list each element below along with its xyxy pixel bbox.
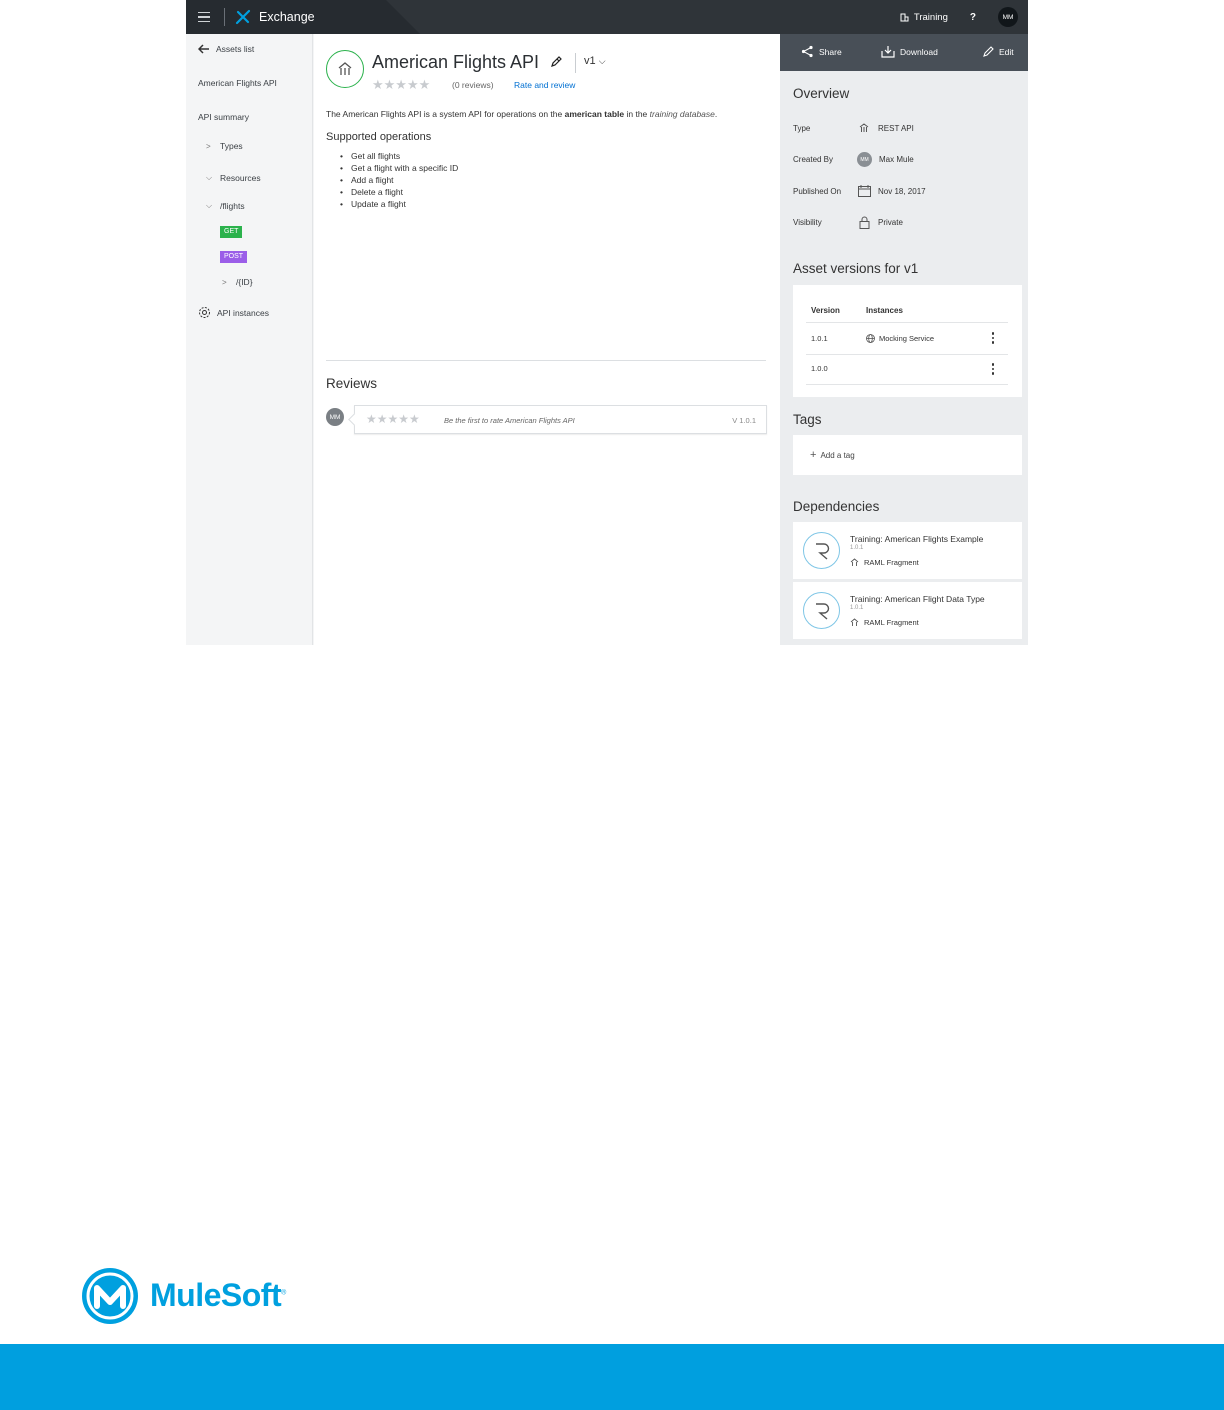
asset-main-content	[314, 34, 780, 645]
globe-icon	[866, 334, 875, 343]
overview-created-row: Created By MM Max Mule	[793, 152, 914, 167]
add-tag-label: Add a tag	[820, 450, 855, 460]
exchange-brand[interactable]	[235, 9, 315, 25]
training-org-switcher[interactable]	[900, 12, 948, 23]
dependency-type: RAML Fragment	[850, 618, 919, 627]
user-avatar[interactable]: MM	[998, 7, 1018, 27]
sidebar-flights-label: /flights	[220, 201, 245, 211]
sidebar-item-flight-id[interactable]	[222, 277, 253, 287]
creator-avatar: MM	[857, 152, 872, 167]
chevron-down-icon: ⌵	[206, 173, 213, 182]
overview-type-row: Type REST API	[793, 121, 914, 135]
dependency-type: RAML Fragment	[850, 558, 919, 567]
sidebar-item-api-instances[interactable]	[198, 306, 269, 319]
column-header-version: Version	[811, 306, 840, 315]
rate-and-review-link[interactable]: Rate and review	[514, 80, 576, 90]
sidebar-item-api-summary[interactable]	[198, 112, 249, 122]
asset-versions-heading: Asset versions for v1	[793, 261, 919, 276]
reviews-heading: Reviews	[326, 376, 378, 391]
raml-logo-icon	[803, 532, 840, 569]
tags-heading: Tags	[793, 412, 822, 427]
download-icon	[881, 45, 895, 58]
list-item: • Add a flight	[351, 174, 458, 186]
asset-details-panel	[780, 34, 1028, 645]
edit-label: Edit	[999, 46, 1014, 57]
help-button[interactable]: ?	[969, 11, 976, 23]
rest-api-icon	[850, 558, 859, 567]
reviews-count: (0 reviews)	[452, 80, 494, 90]
app-name: Exchange	[259, 10, 315, 24]
dependency-title[interactable]: Training: American Flights Example	[850, 534, 984, 544]
dependencies-heading: Dependencies	[793, 499, 880, 514]
building-icon	[900, 13, 909, 22]
action-toolbar	[780, 34, 1028, 71]
row-actions-menu-icon[interactable]	[988, 361, 998, 377]
pencil-icon	[982, 45, 994, 58]
asset-description: The American Flights API is a system API for operations on the american table in the training database.	[326, 109, 718, 119]
review-version: V 1.0.1	[732, 416, 756, 425]
operations-heading: Supported operations	[326, 131, 432, 143]
version-cell[interactable]: 1.0.1	[811, 334, 828, 343]
gear-icon	[198, 306, 211, 319]
rest-api-icon	[850, 618, 859, 627]
post-method-badge[interactable]: POST	[220, 251, 247, 263]
sidebar-id-label: /{ID}	[236, 277, 253, 287]
back-label: Assets list	[216, 44, 255, 54]
overview-published-row: Published On Nov 18, 2017	[793, 184, 926, 198]
overview-visibility-row: Visibility Private	[793, 215, 903, 229]
calendar-icon	[857, 184, 871, 198]
lock-icon	[857, 215, 871, 229]
add-tag-button[interactable]	[810, 449, 855, 461]
review-rating-stars[interactable]: ★★★★★	[366, 412, 420, 426]
chevron-down-icon: ⌵	[206, 201, 213, 210]
instance-name: Mocking Service	[879, 334, 935, 343]
footer-band	[0, 1344, 1224, 1410]
share-label: Share	[819, 46, 842, 57]
chevron-right-icon: >	[206, 141, 211, 151]
row-actions-menu-icon[interactable]	[988, 330, 998, 346]
version-selector[interactable]	[584, 55, 606, 67]
review-input-box[interactable]	[354, 405, 767, 434]
version-value: v1	[584, 55, 596, 67]
sidebar-item-flights[interactable]	[206, 201, 245, 211]
list-item: • Get all flights	[351, 150, 458, 162]
chevron-right-icon: >	[222, 277, 227, 287]
exchange-logo-icon	[235, 9, 251, 25]
dependency-card[interactable]	[793, 582, 1022, 639]
dependency-version: 1.0.1	[850, 605, 864, 611]
tags-card	[793, 435, 1022, 475]
dependency-card[interactable]	[793, 522, 1022, 579]
reviewer-avatar: MM	[326, 408, 344, 426]
rest-api-icon	[857, 121, 871, 135]
dependency-version: 1.0.1	[850, 545, 864, 551]
operations-list	[351, 150, 458, 210]
sidebar-item-resources[interactable]	[206, 173, 261, 183]
download-label: Download	[900, 46, 938, 57]
sidebar-types-label: Types	[220, 141, 243, 151]
overview-heading: Overview	[793, 86, 850, 101]
share-button[interactable]	[801, 45, 842, 58]
versions-table	[793, 285, 1022, 397]
sidebar-item-types[interactable]	[206, 141, 243, 151]
rest-api-logo	[326, 50, 364, 88]
chevron-down-icon: ⌵	[598, 56, 606, 66]
mulesoft-wordmark: MuleSoft®	[150, 1277, 286, 1313]
sidebar-item-asset[interactable]	[198, 78, 277, 88]
top-navigation-bar	[186, 0, 1028, 34]
sidebar-summary-label: API summary	[198, 112, 250, 122]
hamburger-menu-icon[interactable]	[186, 0, 222, 34]
rest-api-icon	[336, 60, 354, 78]
list-item: • Get a flight with a specific ID	[351, 162, 458, 174]
divider	[326, 360, 766, 361]
rating-stars[interactable]: ★★★★★	[372, 77, 431, 92]
share-icon	[801, 45, 814, 58]
get-method-badge[interactable]: GET	[220, 226, 242, 238]
download-button[interactable]	[881, 45, 938, 58]
page-title: American Flights API	[372, 52, 540, 72]
sidebar-asset-name: American Flights API	[198, 78, 277, 88]
training-label: Training	[913, 11, 948, 23]
list-item: • Update a flight	[351, 198, 458, 210]
asset-sidebar	[186, 34, 313, 645]
raml-logo-icon	[803, 592, 840, 629]
exchange-screenshot	[186, 0, 1028, 645]
version-cell[interactable]: 1.0.0	[811, 364, 828, 373]
edit-button[interactable]	[982, 45, 1014, 58]
review-prompt: Be the first to rate American Flights API	[444, 416, 575, 425]
mulesoft-logo-icon	[80, 1266, 140, 1326]
column-header-instances: Instances	[866, 306, 903, 315]
pencil-icon[interactable]	[550, 55, 562, 68]
sidebar-instances-label: API instances	[217, 307, 269, 318]
plus-icon: +	[810, 449, 817, 461]
list-item: • Delete a flight	[351, 186, 458, 198]
back-to-assets-link[interactable]	[198, 44, 254, 54]
dependency-title[interactable]: Training: American Flight Data Type	[850, 594, 985, 604]
sidebar-resources-label: Resources	[220, 173, 261, 183]
arrow-left-icon	[198, 44, 210, 54]
instance-cell[interactable]	[866, 334, 934, 343]
